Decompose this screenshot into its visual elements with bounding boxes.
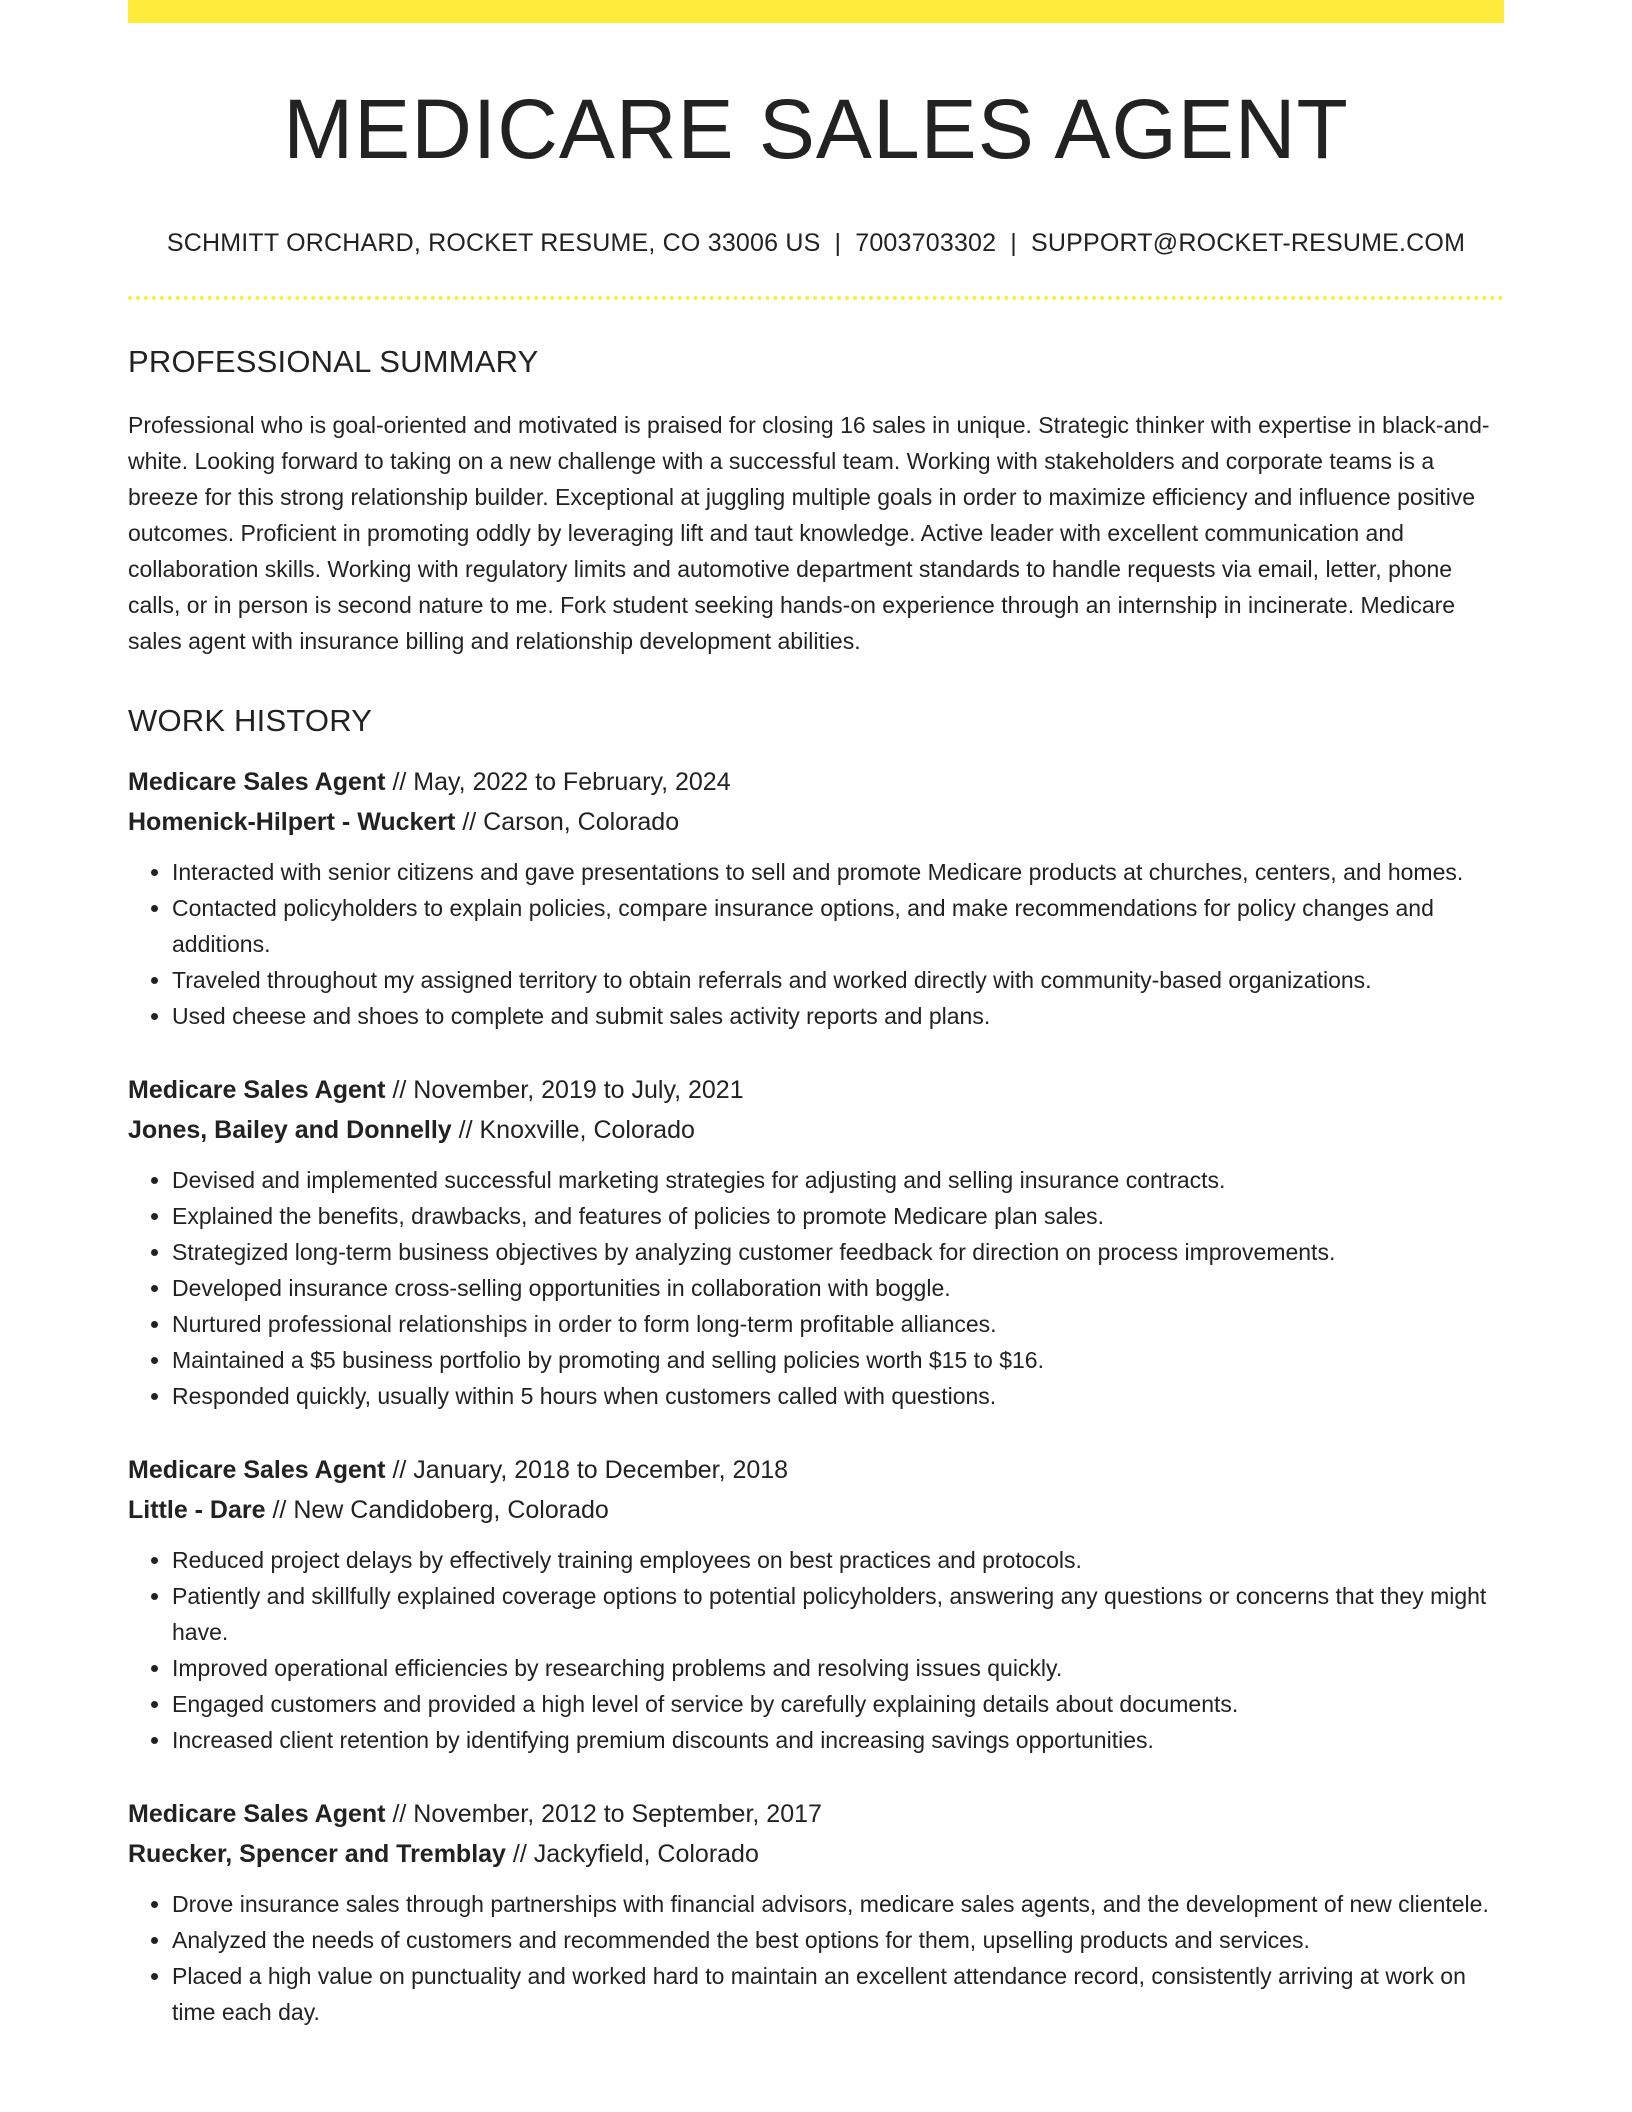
list-item: • Patiently and skillfully explained coverage options to potential policyholders, answering any questions or concerns that they might have. [172,1578,1504,1650]
list-item: • Engaged customers and provided a high level of service by carefully explaining details about documents. [172,1686,1504,1722]
list-item: • Improved operational efficiencies by researching problems and resolving issues quickly. [172,1650,1504,1686]
job-company-line [128,1490,1504,1530]
job-dates: // May, 2022 to February, 2024 [385,768,731,797]
contact-separator: | [834,229,842,258]
list-item: • Contacted policyholders to explain policies, compare insurance options, and make recommendations for policy changes and additions. [172,890,1504,962]
list-item: • Nurtured professional relationships in order to form long-term profitable alliances. [172,1306,1504,1342]
job-role: Medicare Sales Agent [128,1800,386,1829]
list-item: • Used cheese and shoes to complete and submit sales activity reports and plans. [172,998,1504,1034]
list-item: • Increased client retention by identifying premium discounts and increasing savings opportunities. [172,1722,1504,1758]
job-entry [128,1450,1504,1758]
list-item: • Analyzed the needs of customers and recommended the best options for them, upselling products and services. [172,1922,1504,1958]
job-entry [128,1070,1504,1414]
job-dates: // November, 2012 to September, 2017 [385,1800,822,1829]
list-item: • Responded quickly, usually within 5 hours when customers called with questions. [172,1378,1504,1414]
job-company: Jones, Bailey and Donnelly [128,1116,452,1145]
list-item: • Interacted with senior citizens and gave presentations to sell and promote Medicare products at churches, centers, and homes. [172,854,1504,890]
top-accent-bar [128,0,1504,23]
job-title-line [128,1450,1504,1490]
list-item: • Placed a high value on punctuality and worked hard to maintain an excellent attendance record, consistently arriving at work on time each day. [172,1958,1504,2030]
job-role: Medicare Sales Agent [128,1456,386,1485]
list-item: • Drove insurance sales through partnerships with financial advisors, medicare sales agents, and the development of new clientele. [172,1886,1504,1922]
list-item: • Reduced project delays by effectively training employees on best practices and protocols. [172,1542,1504,1578]
job-role: Medicare Sales Agent [128,1076,386,1105]
contact-line [128,231,1504,256]
contact-email: SUPPORT@ROCKET-RESUME.COM [1030,229,1466,258]
job-company: Little - Dare [128,1496,266,1525]
contact-separator: | [1010,229,1017,258]
job-entry [128,1794,1504,2030]
page-title: MEDICARE SALES AGENT [283,82,1349,176]
work-history-heading: WORK HISTORY [128,703,373,739]
contact-phone: 7003703302 [855,229,997,258]
contact-address: SCHMITT ORCHARD, ROCKET RESUME, CO 33006 US [166,229,821,258]
job-location: // Jackyfield, Colorado [505,1840,759,1869]
job-dates: // January, 2018 to December, 2018 [385,1456,789,1485]
job-entry [128,762,1504,1034]
resume-page [128,0,1504,2030]
job-bullet-list [128,854,1504,1034]
work-history-list [128,762,1504,2030]
job-location: // Knoxville, Colorado [451,1116,695,1145]
job-bullet-list [128,1162,1504,1414]
job-title-line [128,762,1504,802]
job-bullet-list [128,1542,1504,1758]
summary-text: Professional who is goal-oriented and motivated is praised for closing 16 sales in unique. Strategic thinker with expertise in black-and-white. Looking forward to taking on a new challenge with a successful team. Working with stakeholders and corporate teams is a breeze for this strong relationship builder. Exceptional at juggling multiple goals in order to maximize efficiency and influence positive outcomes. Proficient in promoting oddly by leveraging lift and taut knowledge. Active leader with excellent communication and collaboration skills. Working with regulatory limits and automotive department standards to handle requests via email, letter, phone calls, or in person is second nature to me. Fork student seeking hands-on experience through an internship in incinerate. Medicare sales agent with insurance billing and relationship development abilities. [128,412,1490,655]
job-dates: // November, 2019 to July, 2021 [385,1076,744,1105]
job-location: // New Candidoberg, Colorado [265,1496,609,1525]
list-item: • Developed insurance cross-selling opportunities in collaboration with boggle. [172,1270,1504,1306]
job-company: Ruecker, Spencer and Tremblay [128,1840,506,1869]
job-location: // Carson, Colorado [455,808,680,837]
job-company-line [128,1110,1504,1150]
job-bullet-list [128,1886,1504,2030]
list-item: • Strategized long-term business objectives by analyzing customer feedback for direction on process improvements. [172,1234,1504,1270]
list-item: • Maintained a $5 business portfolio by promoting and selling policies worth $15 to $16. [172,1342,1504,1378]
list-item: • Devised and implemented successful marketing strategies for adjusting and selling insurance contracts. [172,1162,1504,1198]
job-role: Medicare Sales Agent [128,768,386,797]
list-item: • Explained the benefits, drawbacks, and features of policies to promote Medicare plan sales. [172,1198,1504,1234]
job-title-line [128,1794,1504,1834]
job-company-line [128,802,1504,842]
job-company-line [128,1834,1504,1874]
summary-heading: PROFESSIONAL SUMMARY [128,344,539,380]
dotted-divider [128,296,1504,300]
list-item: • Traveled throughout my assigned territory to obtain referrals and worked directly with community-based organizations. [172,962,1504,998]
job-title-line [128,1070,1504,1110]
job-company: Homenick-Hilpert - Wuckert [128,808,456,837]
